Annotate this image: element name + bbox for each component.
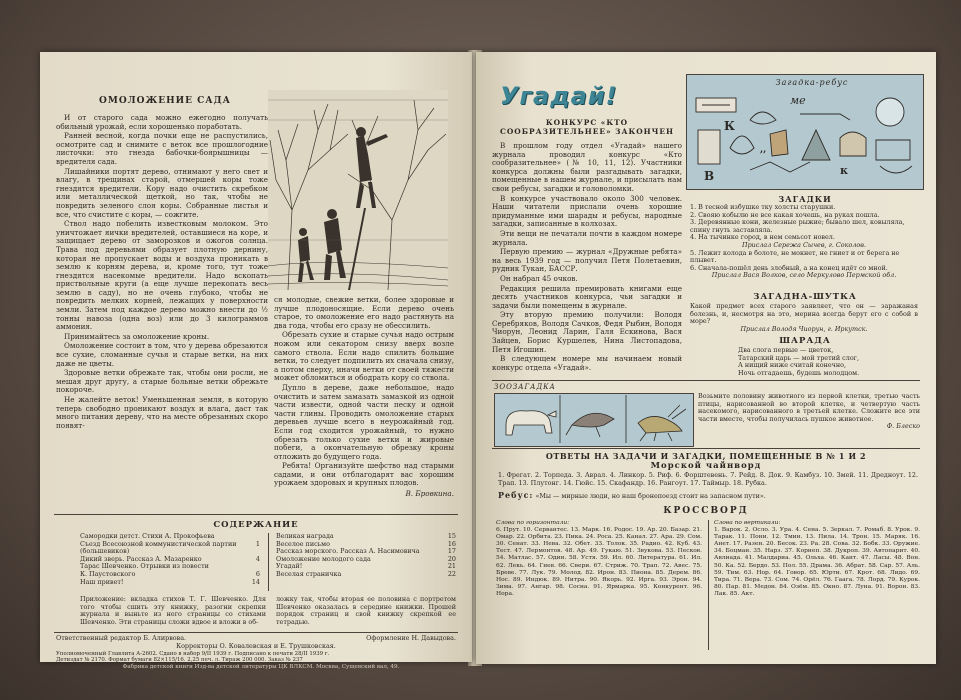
sharada-line: А нищий ниже считай конечно, — [738, 361, 847, 370]
contents-entry: Рассказ морского. Рассказ А. Насимовича 17 — [276, 547, 456, 556]
left-page — [40, 52, 472, 662]
orchard-illustration — [268, 90, 448, 290]
sharada-line: Два слога первые — цветок, — [738, 346, 834, 354]
contents-list-1 — [80, 533, 260, 586]
article-paragraph: Не жалейте веток! Уменьшенная земля, в которую теперь свободно проникают воздух и влага, даст так много питания дереву, что на месте обрезанных скоро появят- — [56, 395, 268, 430]
contest-paragraph: Эти вещи не печатали почти в каждом номере журнала. — [492, 228, 682, 247]
contest-paragraph: Он набрал 45 очков. — [500, 273, 578, 283]
riddles-title: ЗАГАДКИ — [778, 194, 832, 204]
contest-paragraph: Эту вторую премию получили: Володя Серебряков, Володя Сачков, Федя Рыбин, Володя Чиорун, Леонид Ларин, Галя Ескинова, Вася Зайцев, Борис Куршелев, Нина Листопадова, Петя Игошин. — [492, 310, 682, 354]
crossword-divider — [708, 520, 709, 650]
teaword-title: Морской чайнворд — [650, 461, 762, 471]
zoo-picture — [496, 395, 690, 443]
sharada-line: Ночь отгадаешь, будешь молодцом. — [738, 368, 860, 377]
horizontal-answers: 6. Прут. 10. Сервантес. 13. Марк. 16. Родос. 19. Ар. 20. Базар. 21. Омар. 22. Орбита. 23. Пика. 24. Роса. 25. Канал. 27. Ара. 29. Сом. 30. Сенат. 33. Нева. 32. Обет. 33. Толок. 35. Радио. 42. Куб. 43. Тест. 47. Лермонтов. 48. Ар. 49. Гукаю. 51. Звукова. 53. Песков. 54. Матлас. 57. Один. 58. Устя. 59. Ил. 60. Литература. 61. Ил. 62. Лекь. 64. Гнев. 66. Свери. 67. Стриж. 70. Трап. 72. Авес. 75. Бреве. 77. Лук. 79. Молод. 82. Ирон. 83. Пиона. 85. Дерем. 86. Нос. 89. Индюк. 89. Нитра. 90. Якорь. 92. Ирга. 93. Эрон. 94. Зима. 97. Ангар. 98. Сосна. 91. Ярмарка. 95. Конкурент. 96. Нора. — [496, 527, 702, 597]
contents-entry: Угадай! 21 — [276, 562, 456, 571]
article-paragraph: Обрезать сухие и старые сучья надо острым ножом или секатором снизу вверх возле самого ствола. Если надо спилить большие ветки, то следует подпилить их сначала снизу, а потом сверху, иначи ветки от своей тяжести может обломиться и ободрать кору со ствола. — [274, 330, 454, 383]
contents-entry: Наш привет! 14 — [80, 577, 260, 586]
contents-entry: Веселое письмо 16 — [276, 539, 456, 548]
article-author: В. Бровкина. — [405, 489, 454, 499]
contents-entry: Тарас Шевченко. Отрывки из повести — [80, 562, 209, 571]
riddle-item: 5. Лежит колода в болоте, не мокнет, не гниет и от берега не плывет. — [690, 248, 900, 265]
contest-paragraph: В следующем номере мы начинаем новый конкурс отдела «Угадай». — [492, 354, 682, 372]
vertical-label: Слова по вертикали: — [714, 520, 781, 526]
zoo-rule — [492, 380, 920, 381]
svg-text:,,: ,, — [760, 145, 767, 155]
rebus-answer — [498, 492, 918, 501]
contest-paragraph: В конкурсе участвовало около 300 человек. Наши читатели прислали очень хорошие придуманные ими шарады и ребусы, народные загадки, записанные в колхозах. — [492, 193, 682, 229]
horizontal-label: Слова по горизонтали: — [496, 520, 570, 526]
contents-title: СОДЕРЖАНИЕ — [213, 520, 299, 530]
article-paragraph: Принимайтесь за омоложение кроны. — [64, 331, 210, 341]
rebus-answer-text: «Мы — мирные люди, но наш бронепоезд стоит на запасном пути». — [535, 492, 766, 500]
contents-entry: К. Паустовского 6 — [80, 569, 260, 578]
editor-credit: Ответственный редактор Б. Алирвова. — [56, 634, 187, 642]
article-title: ОМОЛОЖЕНИЕ САДА — [99, 96, 231, 106]
right-page — [476, 52, 936, 664]
svg-text:к: к — [840, 164, 848, 177]
sharada-line: Татарский царь — мой третий слог, — [738, 353, 860, 362]
article-paragraph: Лишайники портят дерево, отнимают у него свет и влагу, в трещинах старой, отмершей коры тоже гнездятся вредители. Кору надо очистить скребком или металлической щеткой, но так, чтобы не повредить зеленого слоя коры. Собранные листья и все, что счистите с коры, — сожгите. — [56, 166, 268, 219]
design-credit: Оформление Н. Давыдова. — [366, 634, 456, 642]
contest-article — [492, 142, 682, 373]
article-paragraph: Омоложение состоит в том, что у дерева обрезаются все сухие, сломанные сучья и старые ветки, на них даже не цветы. — [56, 341, 268, 368]
riddle-item: 6. Сначала-пошёл день злобный, а на конец идёт со мной. — [690, 263, 888, 272]
riddle-item: 4. На тычинке город, в нем семьсот новел. — [690, 233, 835, 242]
contents-entry: Омоложение молодого сада 20 — [276, 554, 456, 563]
rebus-title: Загадка-ребус — [775, 78, 849, 87]
contents-entry: Веселая страничка 22 — [276, 569, 456, 578]
contest-title: КОНКУРС «КТО СООБРАЗИТЕЛЬНЕЕ» ЗАКОНЧЕН — [499, 118, 675, 136]
contents-divider — [268, 533, 269, 591]
imprint-line: Детиздат № 2170. Формат бумаги 82×115/16. 2,25 печ. л. Тираж 200 000. Заказ № 237 — [56, 657, 303, 662]
svg-text:В: В — [704, 169, 715, 183]
imprint-rule — [54, 632, 458, 633]
zoo-author: Ф. Блеско — [886, 422, 920, 431]
article-paragraph: Ранней весной, когда почки еще не распустились, осмотрите сад и снимите с веток все прошлогодние листочки: это гнезда бабочки-боярышницы — вредителя сада. — [56, 131, 268, 166]
teaword-answers: 1. Фрегат. 2. Торпеда. 3. Аврал. 4. Линкор. 5. Риф. 6. Форштевень. 7. Рейд. 8. Док. 9. Камбуз. 10. Змей. 11. Дредноут. 12. Трап. 13. Плутонг. 14. Гюйс. 15. Скафандр. 16. Рангоут. 17. Таймыр. 18. Рубка. — [498, 471, 918, 487]
contest-paragraph: Редакция решила премировать книгами еще десять участников конкурса, чьи загадки и задачи были помещены в журнале. — [492, 283, 682, 310]
article-paragraph: Ребята! Организуйте шефство над старыми садами, и они отблагодарят вас хорошим урожаем здоровых и крупных плодов. — [274, 461, 454, 488]
contest-paragraph: В прошлом году отдел «Угадай» нашего журнала проводил конкурс «Кто сообразительнее» (№ 10, 11, 12). Участники конкурса должны были разгадывать загадки, помещенные в нашем журнале, и присылать нам свои ребусы, загадки и головоломки. — [492, 141, 682, 193]
riddle-sender: Прислал Сережа Сычев, г. Соколов. — [742, 240, 866, 249]
crossword-title: КРОССВОРД — [663, 506, 749, 516]
article-paragraph: Дупло в дереве, даже небольшое, надо очистить и затем замазать замазкой из одной части извести, одной части песку и одной части глины. Проводить омоложение старых деревьев лучше всего в неурожайный год. Если год сходится урожайный, то нужно обрезать только сухие ветки и жировые побеги, а окончательную обрезку кроны отложить до будущего года. — [274, 382, 454, 461]
appendix-note-1: Приложение: вкладка стихов Т. Г. Шевченко. Для того чтобы сшить эту книжку, разогни скрепки журнала и выньте из него страницы со стихами Шевченко. Эти страницы сложи вдвое и вложи в об- — [80, 595, 266, 626]
contents-rule — [54, 514, 458, 515]
crossword-horizontal — [496, 520, 702, 598]
contents-entry: Дикий зверь. Рассказ А. Мазаренко 4 — [80, 554, 260, 563]
joke-sender: Прислал Володя Чиорун, г. Иркутск. — [740, 324, 868, 333]
imprint-block — [56, 651, 458, 662]
joke-text: Какой предмет всех старого заявляет, что он — заражаная болезнь, и, несмотря на это, мерина всегда берут его с собой в море? — [690, 302, 918, 326]
riddle-sender: Прислал Вася Волков, село Меркулово Пермской обл. — [711, 271, 897, 280]
zoo-block — [698, 393, 920, 431]
zoo-title: ЗООЗАГАДКА — [494, 383, 556, 391]
contest-paragraph: Первую премию — журнал «Дружные ребята» на весь 1939 год — получил Петя Полетаевин, рудник Тукан, БАССР. — [492, 247, 682, 274]
article-column-1 — [56, 114, 268, 431]
rebus-answer-label: Ребус: — [498, 490, 534, 500]
proof-credit: Корректоры О. Ковалевская и Е. Трушковская. — [176, 642, 336, 650]
imprint-footer: Фабрика детской книги Изд-ва детской литературы ЦК ВЛКСМ. Москва, Сущевский вал, 49. — [122, 664, 400, 670]
article-paragraph: И от старого сада можно ежегодно получать обильный урожай, если хорошенько поработать. — [56, 113, 268, 131]
contents-list-2 — [276, 533, 456, 579]
article-paragraph: Здоровые ветки обрежьте так, чтобы они росли, не мешая друг другу, а старые больные ветки обрежьте покороче. — [56, 368, 268, 395]
contents-entry: Великая награда 15 — [276, 532, 456, 540]
joke-title: ЗАГАДНА-ШУТКА — [753, 292, 857, 302]
imprint-line: Уполномоченный Главлита А-2602. Сдано в набор 9/II 1939 г. Подписано к печати 28/II 1939 г. — [56, 651, 330, 657]
article-paragraph: ся молодые, свежие ветки, более здоровые и лучше плодоносящие. Если дерево очень старое, то омоложение его надо растянуть на два года, чтобы его сразу не обессилить. — [274, 295, 454, 330]
section-logo: Угадай! — [500, 82, 618, 110]
sharada-verse — [738, 347, 918, 377]
riddle-item: 3. Деревянные кони, железные рыжие; бывало шел, ковыляла, спину гнуть заставляла. — [690, 218, 905, 234]
svg-text:ме: ме — [790, 94, 806, 107]
svg-text:К: К — [724, 119, 735, 133]
sharada-title: ШАРАДА — [779, 336, 831, 346]
contents-entry: Съезд Всесоюзной коммунистической партии (большевиков) 1 — [80, 539, 260, 556]
zoo-text: Возьмите половину животного из первой клетки, третью часть птицы, нарисованной во второй клетке, и четвертую часть насекомого, нарисованного в третьей клетке. Сложите все эти части вместе, чтобы получилась пушкое животное. — [698, 392, 920, 423]
answers-rule — [492, 448, 920, 449]
riddle-item: 1. В тесной избушке тку холсты старушки. — [690, 203, 836, 211]
riddles-list — [690, 204, 918, 280]
article-column-2 — [274, 296, 454, 499]
vertical-answers: 1. Варок. 2. Осло. 3. Ура. 4. Сена. 5. Зеркал. 7. Ромаб. 8. Урок. 9. Тарак. 11. Пони. 12. Тмин. 13. Пила. 14. Трон. 15. Маряк. 16. Анет. 17. Разен. 20. Бесок. 23. Ра. 28. Сова. 32. Бобк. 33. Оружие. 34. Боцман. 35. Нарз. 37. Корнеп. 38. Дукроп. 39. Автопарит. 40. Авлиада. 41. Малдариа. 45. Ольха. 46. Кант. 47. Ласы. 48. Вон. 50. Ка. 52. Бердо. 53. Пол. 55. Драма. 36. Абрат. 58. Сар. 57. Аль. 59. Тим. 63. Нор. 64. Говор. 65. Юрти. 67. Крот. 68. Лидо. 69. Тира. 71. Вера. 73. Сом. 74. Орёл. 76. Гаага. 78. Лорд. 79. Курок. 80. Пар. 81. Медон. 84. Озём. 85. Окно. 87. Луна. 91. Ворон. 83. Лак. 85. Акт. — [714, 527, 920, 597]
riddle-item: 2. Свояю кобылю не все какая хочешь, на руках пошла. — [690, 210, 880, 219]
answers-title: ОТВЕТЫ НА ЗАДАЧИ И ЗАГАДКИ, ПОМЕЩЕННЫЕ В № 1 И 2 — [545, 451, 867, 461]
joke-block — [690, 303, 918, 333]
appendix-note-2: ложку так, чтобы вторая ее половина с портретом Шевченко оказалась в середине книжки. Прошей порядок страниц и свой книжку скрепкой ее тетрадью. — [276, 595, 456, 626]
contents-entry: Самородки детст. Стихи А. Прокофьева — [80, 532, 215, 540]
crossword-vertical — [714, 520, 920, 598]
article-paragraph: Ствол надо побелить известковым молоком. Это уничтожает яички вредителей, оставшиеся на коре, и защищает дерево от заморозков и ожогов солнца. Трава под деревьями образует плотную дернину, которая не пропускает воды и воздуха проникать в землю к корням дерева, и, кроме того, тут тоже гнездятся насекомые вредители. Надо вскопать приствольные круги (а еще лучше перекопать весь землю в саду), но не очень глубоко, чтобы не повредить мелких корней, лежащих у поверхности земли. Затем под каждое дерево можно внести до ½ тонны навоза (одна воз) или до 3 килограммов аммония. — [56, 219, 268, 332]
rebus-picture — [690, 90, 918, 184]
